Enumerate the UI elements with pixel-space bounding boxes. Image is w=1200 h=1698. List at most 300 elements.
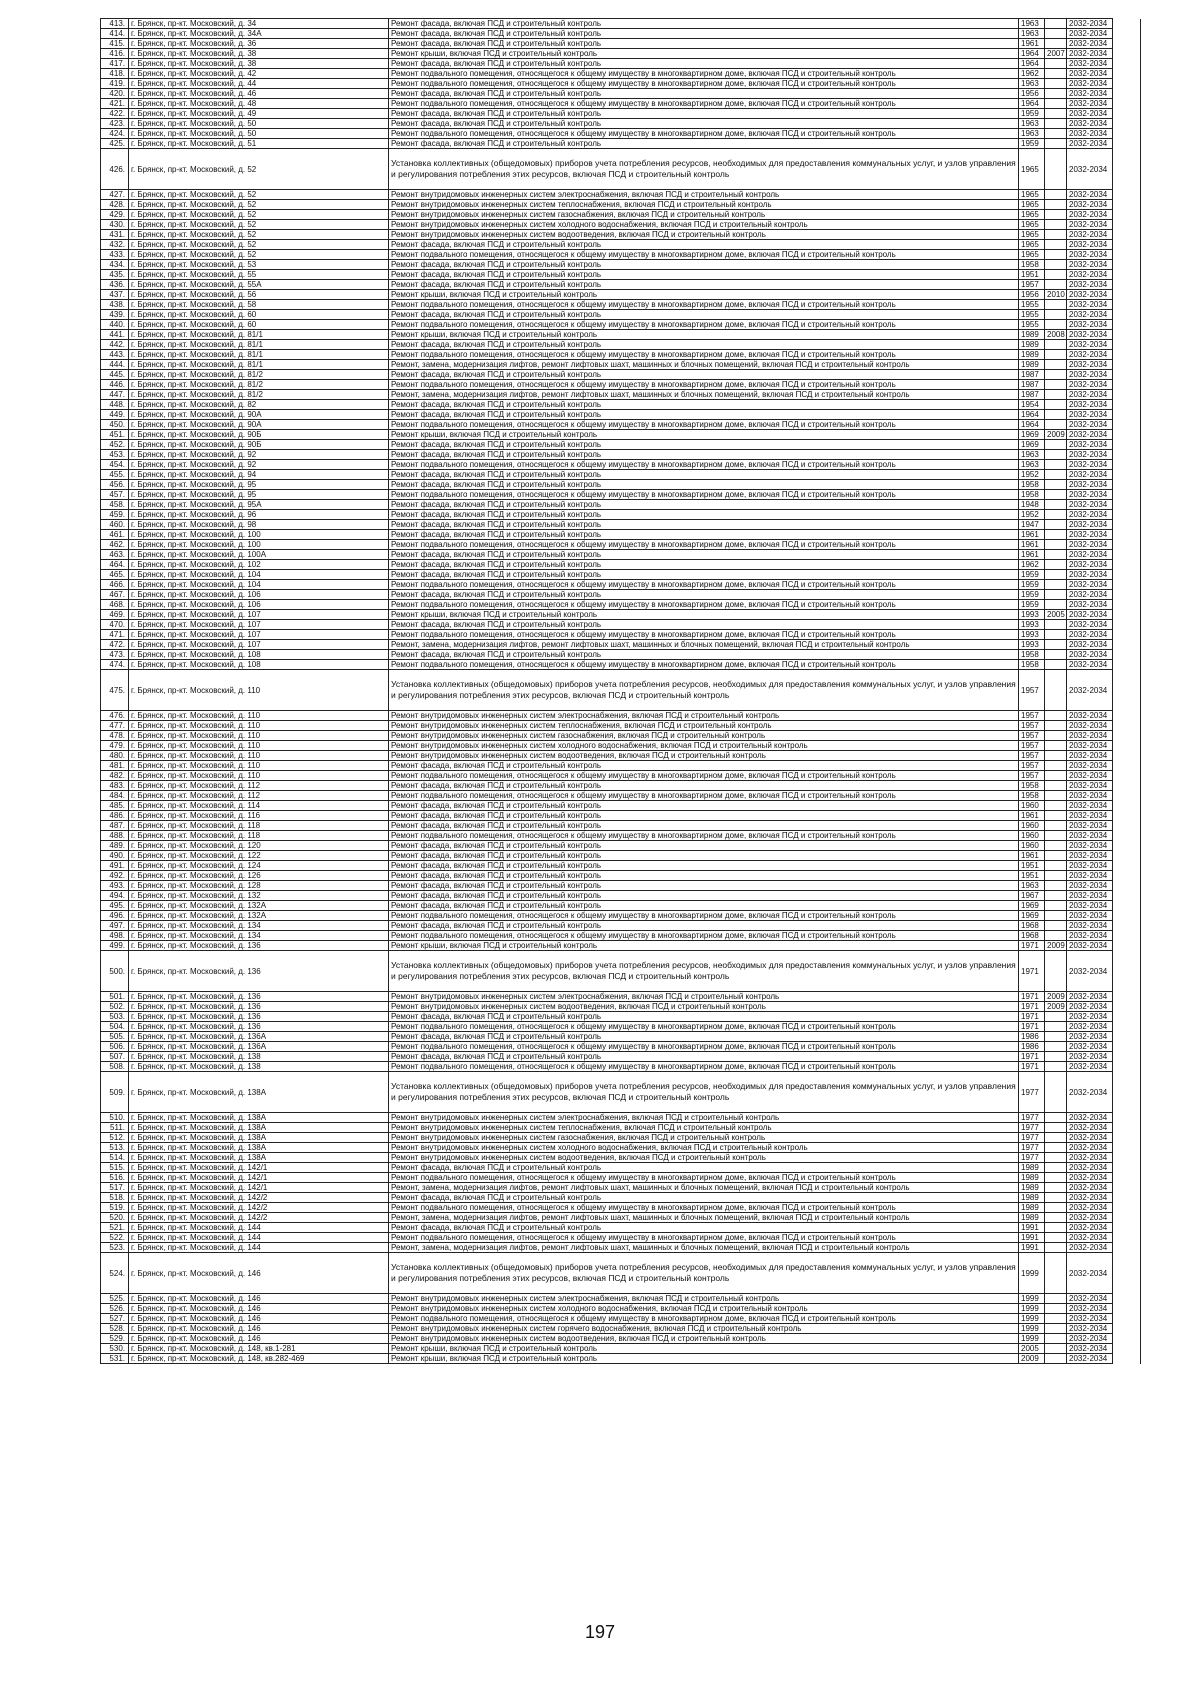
planned-period-cell: 2032-2034 bbox=[1067, 19, 1113, 29]
address-cell: г. Брянск, пр-кт. Московский, д. 100 bbox=[129, 540, 389, 550]
row-number-cell: 498. bbox=[101, 931, 129, 941]
row-number-cell: 501. bbox=[101, 992, 129, 1002]
row-number-cell: 486. bbox=[101, 811, 129, 821]
table-row bbox=[101, 751, 1141, 761]
table-row bbox=[101, 39, 1141, 49]
address-cell: г. Брянск, пр-кт. Московский, д. 52 bbox=[129, 220, 389, 230]
planned-period-cell: 2032-2034 bbox=[1067, 470, 1113, 480]
empty-cell bbox=[1113, 440, 1141, 450]
planned-period-cell: 2032-2034 bbox=[1067, 731, 1113, 741]
planned-period-cell: 2032-2034 bbox=[1067, 149, 1113, 190]
work-type-cell: Ремонт подвального помещения, относящегося к общему имуществу в многоквартирном доме, включая ПСД и строительный контроль bbox=[389, 831, 1019, 841]
work-type-cell: Ремонт фасада, включая ПСД и строительный контроль bbox=[389, 921, 1019, 931]
build-year-cell: 1977 bbox=[1019, 1133, 1045, 1143]
address-cell: г. Брянск, пр-кт. Московский, д. 146 bbox=[129, 1324, 389, 1334]
build-year-cell: 1971 bbox=[1019, 941, 1045, 951]
address-cell: г. Брянск, пр-кт. Московский, д. 81/2 bbox=[129, 380, 389, 390]
work-type-cell: Ремонт внутридомовых инженерных систем горячего водоснабжения, включая ПСД и строительный контроль bbox=[389, 1324, 1019, 1334]
build-year-cell: 1963 bbox=[1019, 79, 1045, 89]
address-cell: г. Брянск, пр-кт. Московский, д. 122 bbox=[129, 851, 389, 861]
planned-period-cell: 2032-2034 bbox=[1067, 1304, 1113, 1314]
table-row bbox=[101, 1183, 1141, 1193]
planned-period-cell: 2032-2034 bbox=[1067, 881, 1113, 891]
work-type-cell: Ремонт фасада, включая ПСД и строительный контроль bbox=[389, 370, 1019, 380]
table-row bbox=[101, 99, 1141, 109]
empty-cell bbox=[1113, 670, 1141, 711]
address-cell: г. Брянск, пр-кт. Московский, д. 38 bbox=[129, 59, 389, 69]
address-cell: г. Брянск, пр-кт. Московский, д. 55А bbox=[129, 280, 389, 290]
work-type-cell: Ремонт подвального помещения, относящегося к общему имуществу в многоквартирном доме, включая ПСД и строительный контроль bbox=[389, 580, 1019, 590]
row-number-cell: 496. bbox=[101, 911, 129, 921]
table-row bbox=[101, 1334, 1141, 1344]
planned-period-cell: 2032-2034 bbox=[1067, 1213, 1113, 1223]
planned-period-cell: 2032-2034 bbox=[1067, 59, 1113, 69]
planned-period-cell: 2032-2034 bbox=[1067, 430, 1113, 440]
work-type-cell: Ремонт фасада, включая ПСД и строительный контроль bbox=[389, 119, 1019, 129]
planned-period-cell: 2032-2034 bbox=[1067, 992, 1113, 1002]
last-repair-year-cell bbox=[1045, 1052, 1067, 1062]
work-type-cell: Ремонт фасада, включая ПСД и строительный контроль bbox=[389, 590, 1019, 600]
row-number-cell: 515. bbox=[101, 1163, 129, 1173]
row-number-cell: 432. bbox=[101, 240, 129, 250]
build-year-cell: 1962 bbox=[1019, 69, 1045, 79]
work-type-cell: Ремонт фасада, включая ПСД и строительный контроль bbox=[389, 821, 1019, 831]
last-repair-year-cell bbox=[1045, 1113, 1067, 1123]
work-type-cell: Ремонт подвального помещения, относящегося к общему имуществу в многоквартирном доме, включая ПСД и строительный контроль bbox=[389, 380, 1019, 390]
planned-period-cell: 2032-2034 bbox=[1067, 791, 1113, 801]
empty-cell bbox=[1113, 881, 1141, 891]
planned-period-cell: 2032-2034 bbox=[1067, 1173, 1113, 1183]
last-repair-year-cell bbox=[1045, 460, 1067, 470]
empty-cell bbox=[1113, 109, 1141, 119]
last-repair-year-cell bbox=[1045, 210, 1067, 220]
table-row bbox=[101, 380, 1141, 390]
last-repair-year-cell bbox=[1045, 741, 1067, 751]
empty-cell bbox=[1113, 600, 1141, 610]
last-repair-year-cell bbox=[1045, 490, 1067, 500]
address-cell: г. Брянск, пр-кт. Московский, д. 107 bbox=[129, 640, 389, 650]
table-row bbox=[101, 109, 1141, 119]
work-type-cell: Ремонт фасада, включая ПСД и строительный контроль bbox=[389, 340, 1019, 350]
work-type-cell: Ремонт внутридомовых инженерных систем холодного водоснабжения, включая ПСД и строительный контроль bbox=[389, 741, 1019, 751]
empty-cell bbox=[1113, 410, 1141, 420]
work-type-cell: Ремонт подвального помещения, относящегося к общему имуществу в многоквартирном доме, включая ПСД и строительный контроль bbox=[389, 791, 1019, 801]
table-row bbox=[101, 260, 1141, 270]
address-cell: г. Брянск, пр-кт. Московский, д. 52 bbox=[129, 250, 389, 260]
table-row bbox=[101, 1163, 1141, 1173]
build-year-cell: 1956 bbox=[1019, 290, 1045, 300]
build-year-cell: 1989 bbox=[1019, 1183, 1045, 1193]
planned-period-cell: 2032-2034 bbox=[1067, 250, 1113, 260]
planned-period-cell: 2032-2034 bbox=[1067, 911, 1113, 921]
table-row bbox=[101, 1052, 1141, 1062]
row-number-cell: 428. bbox=[101, 200, 129, 210]
empty-cell bbox=[1113, 300, 1141, 310]
work-type-cell: Ремонт фасада, включая ПСД и строительный контроль bbox=[389, 861, 1019, 871]
planned-period-cell: 2032-2034 bbox=[1067, 320, 1113, 330]
work-type-cell: Ремонт фасада, включая ПСД и строительный контроль bbox=[389, 801, 1019, 811]
build-year-cell: 1964 bbox=[1019, 99, 1045, 109]
last-repair-year-cell bbox=[1045, 420, 1067, 430]
work-type-cell: Ремонт крыши, включая ПСД и строительный контроль bbox=[389, 330, 1019, 340]
last-repair-year-cell bbox=[1045, 1183, 1067, 1193]
row-number-cell: 464. bbox=[101, 560, 129, 570]
table-row bbox=[101, 1213, 1141, 1223]
address-cell: г. Брянск, пр-кт. Московский, д. 110 bbox=[129, 771, 389, 781]
table-row bbox=[101, 1153, 1141, 1163]
table-row bbox=[101, 831, 1141, 841]
last-repair-year-cell bbox=[1045, 200, 1067, 210]
planned-period-cell: 2032-2034 bbox=[1067, 280, 1113, 290]
empty-cell bbox=[1113, 771, 1141, 781]
row-number-cell: 517. bbox=[101, 1183, 129, 1193]
build-year-cell: 1969 bbox=[1019, 430, 1045, 440]
table-row bbox=[101, 1062, 1141, 1072]
row-number-cell: 423. bbox=[101, 119, 129, 129]
empty-cell bbox=[1113, 139, 1141, 149]
work-type-cell: Ремонт фасада, включая ПСД и строительный контроль bbox=[389, 1052, 1019, 1062]
address-cell: г. Брянск, пр-кт. Московский, д. 81/2 bbox=[129, 370, 389, 380]
work-type-cell: Ремонт фасада, включая ПСД и строительный контроль bbox=[389, 280, 1019, 290]
empty-cell bbox=[1113, 260, 1141, 270]
last-repair-year-cell bbox=[1045, 1334, 1067, 1344]
table-row bbox=[101, 721, 1141, 731]
work-type-cell: Ремонт внутридомовых инженерных систем холодного водоснабжения, включая ПСД и строительный контроль bbox=[389, 220, 1019, 230]
empty-cell bbox=[1113, 610, 1141, 620]
build-year-cell: 1962 bbox=[1019, 560, 1045, 570]
planned-period-cell: 2032-2034 bbox=[1067, 821, 1113, 831]
build-year-cell: 1961 bbox=[1019, 851, 1045, 861]
last-repair-year-cell bbox=[1045, 280, 1067, 290]
table-row bbox=[101, 640, 1141, 650]
empty-cell bbox=[1113, 79, 1141, 89]
last-repair-year-cell bbox=[1045, 1203, 1067, 1213]
planned-period-cell: 2032-2034 bbox=[1067, 1022, 1113, 1032]
work-type-cell: Ремонт крыши, включая ПСД и строительный контроль bbox=[389, 290, 1019, 300]
row-number-cell: 523. bbox=[101, 1243, 129, 1253]
empty-cell bbox=[1113, 530, 1141, 540]
table-row bbox=[101, 1314, 1141, 1324]
table-row bbox=[101, 210, 1141, 220]
row-number-cell: 463. bbox=[101, 550, 129, 560]
empty-cell bbox=[1113, 1163, 1141, 1173]
address-cell: г. Брянск, пр-кт. Московский, д. 136А bbox=[129, 1032, 389, 1042]
address-cell: г. Брянск, пр-кт. Московский, д. 146 bbox=[129, 1253, 389, 1294]
last-repair-year-cell bbox=[1045, 1253, 1067, 1294]
empty-cell bbox=[1113, 1032, 1141, 1042]
planned-period-cell: 2032-2034 bbox=[1067, 420, 1113, 430]
planned-period-cell: 2032-2034 bbox=[1067, 270, 1113, 280]
empty-cell bbox=[1113, 821, 1141, 831]
table-row bbox=[101, 711, 1141, 721]
table-row bbox=[101, 1193, 1141, 1203]
planned-period-cell: 2032-2034 bbox=[1067, 600, 1113, 610]
work-type-cell: Ремонт, замена, модернизация лифтов, ремонт лифтовых шахт, машинных и блочных помещений, включая ПСД и строительный контроль bbox=[389, 390, 1019, 400]
row-number-cell: 468. bbox=[101, 600, 129, 610]
row-number-cell: 440. bbox=[101, 320, 129, 330]
planned-period-cell: 2032-2034 bbox=[1067, 200, 1113, 210]
table-row bbox=[101, 230, 1141, 240]
last-repair-year-cell bbox=[1045, 1143, 1067, 1153]
address-cell: г. Брянск, пр-кт. Московский, д. 107 bbox=[129, 610, 389, 620]
planned-period-cell: 2032-2034 bbox=[1067, 1183, 1113, 1193]
last-repair-year-cell bbox=[1045, 660, 1067, 670]
build-year-cell: 1971 bbox=[1019, 1012, 1045, 1022]
address-cell: г. Брянск, пр-кт. Московский, д. 138А bbox=[129, 1123, 389, 1133]
planned-period-cell: 2032-2034 bbox=[1067, 851, 1113, 861]
build-year-cell: 1965 bbox=[1019, 250, 1045, 260]
empty-cell bbox=[1113, 1002, 1141, 1012]
build-year-cell: 1958 bbox=[1019, 650, 1045, 660]
row-number-cell: 460. bbox=[101, 520, 129, 530]
work-type-cell: Ремонт фасада, включая ПСД и строительный контроль bbox=[389, 891, 1019, 901]
empty-cell bbox=[1113, 250, 1141, 260]
work-type-cell: Ремонт подвального помещения, относящегося к общему имуществу в многоквартирном доме, включая ПСД и строительный контроль bbox=[389, 250, 1019, 260]
address-cell: г. Брянск, пр-кт. Московский, д. 94 bbox=[129, 470, 389, 480]
table-row bbox=[101, 520, 1141, 530]
build-year-cell: 1968 bbox=[1019, 921, 1045, 931]
table-row bbox=[101, 951, 1141, 992]
build-year-cell: 1986 bbox=[1019, 1032, 1045, 1042]
last-repair-year-cell bbox=[1045, 841, 1067, 851]
row-number-cell: 492. bbox=[101, 871, 129, 881]
work-type-cell: Ремонт подвального помещения, относящегося к общему имуществу в многоквартирном доме, включая ПСД и строительный контроль bbox=[389, 1173, 1019, 1183]
address-cell: г. Брянск, пр-кт. Московский, д. 51 bbox=[129, 139, 389, 149]
planned-period-cell: 2032-2034 bbox=[1067, 1002, 1113, 1012]
work-type-cell: Ремонт внутридомовых инженерных систем газоснабжения, включая ПСД и строительный контроль bbox=[389, 210, 1019, 220]
table-row bbox=[101, 350, 1141, 360]
planned-period-cell: 2032-2034 bbox=[1067, 109, 1113, 119]
row-number-cell: 435. bbox=[101, 270, 129, 280]
planned-period-cell: 2032-2034 bbox=[1067, 741, 1113, 751]
last-repair-year-cell bbox=[1045, 1233, 1067, 1243]
work-type-cell: Ремонт внутридомовых инженерных систем электроснабжения, включая ПСД и строительный контроль bbox=[389, 1113, 1019, 1123]
empty-cell bbox=[1113, 240, 1141, 250]
row-number-cell: 528. bbox=[101, 1324, 129, 1334]
address-cell: г. Брянск, пр-кт. Московский, д. 81/2 bbox=[129, 390, 389, 400]
planned-period-cell: 2032-2034 bbox=[1067, 480, 1113, 490]
row-number-cell: 425. bbox=[101, 139, 129, 149]
empty-cell bbox=[1113, 761, 1141, 771]
last-repair-year-cell bbox=[1045, 440, 1067, 450]
table-row bbox=[101, 1253, 1141, 1294]
planned-period-cell: 2032-2034 bbox=[1067, 901, 1113, 911]
planned-period-cell: 2032-2034 bbox=[1067, 1193, 1113, 1203]
planned-period-cell: 2032-2034 bbox=[1067, 771, 1113, 781]
planned-period-cell: 2032-2034 bbox=[1067, 1163, 1113, 1173]
empty-cell bbox=[1113, 721, 1141, 731]
work-type-cell: Ремонт фасада, включая ПСД и строительный контроль bbox=[389, 500, 1019, 510]
planned-period-cell: 2032-2034 bbox=[1067, 1354, 1113, 1364]
empty-cell bbox=[1113, 992, 1141, 1002]
table-row bbox=[101, 540, 1141, 550]
row-number-cell: 491. bbox=[101, 861, 129, 871]
build-year-cell: 1960 bbox=[1019, 831, 1045, 841]
work-type-cell: Ремонт фасада, включая ПСД и строительный контроль bbox=[389, 19, 1019, 29]
planned-period-cell: 2032-2034 bbox=[1067, 460, 1113, 470]
planned-period-cell: 2032-2034 bbox=[1067, 640, 1113, 650]
last-repair-year-cell bbox=[1045, 1032, 1067, 1042]
address-cell: г. Брянск, пр-кт. Московский, д. 102 bbox=[129, 560, 389, 570]
address-cell: г. Брянск, пр-кт. Московский, д. 106 bbox=[129, 600, 389, 610]
empty-cell bbox=[1113, 570, 1141, 580]
row-number-cell: 485. bbox=[101, 801, 129, 811]
address-cell: г. Брянск, пр-кт. Московский, д. 36 bbox=[129, 39, 389, 49]
row-number-cell: 448. bbox=[101, 400, 129, 410]
table-row bbox=[101, 1143, 1141, 1153]
last-repair-year-cell bbox=[1045, 951, 1067, 992]
work-type-cell: Установка коллективных (общедомовых) приборов учета потребления ресурсов, необходимых для предоставления коммунальных услуг, и узлов управления и регулирования потребления этих ресурсов, включая ПСД и строительный контроль bbox=[389, 1253, 1019, 1294]
build-year-cell: 1969 bbox=[1019, 901, 1045, 911]
planned-period-cell: 2032-2034 bbox=[1067, 1294, 1113, 1304]
empty-cell bbox=[1113, 1123, 1141, 1133]
empty-cell bbox=[1113, 941, 1141, 951]
repair-program-table bbox=[100, 18, 1141, 1364]
build-year-cell: 1969 bbox=[1019, 440, 1045, 450]
table-row bbox=[101, 89, 1141, 99]
empty-cell bbox=[1113, 1022, 1141, 1032]
last-repair-year-cell: 2009 bbox=[1045, 992, 1067, 1002]
row-number-cell: 472. bbox=[101, 640, 129, 650]
row-number-cell: 444. bbox=[101, 360, 129, 370]
build-year-cell: 1989 bbox=[1019, 1213, 1045, 1223]
table-row bbox=[101, 881, 1141, 891]
last-repair-year-cell bbox=[1045, 650, 1067, 660]
empty-cell bbox=[1113, 350, 1141, 360]
planned-period-cell: 2032-2034 bbox=[1067, 1253, 1113, 1294]
work-type-cell: Ремонт фасада, включая ПСД и строительный контроль bbox=[389, 109, 1019, 119]
build-year-cell: 1965 bbox=[1019, 149, 1045, 190]
last-repair-year-cell bbox=[1045, 410, 1067, 420]
build-year-cell: 1991 bbox=[1019, 1223, 1045, 1233]
address-cell: г. Брянск, пр-кт. Московский, д. 132 bbox=[129, 891, 389, 901]
work-type-cell: Ремонт подвального помещения, относящегося к общему имуществу в многоквартирном доме, включая ПСД и строительный контроль bbox=[389, 1233, 1019, 1243]
work-type-cell: Ремонт подвального помещения, относящегося к общему имуществу в многоквартирном доме, включая ПСД и строительный контроль bbox=[389, 1314, 1019, 1324]
page-number: 197 bbox=[584, 1622, 616, 1642]
build-year-cell: 1960 bbox=[1019, 841, 1045, 851]
build-year-cell: 1959 bbox=[1019, 600, 1045, 610]
table-row bbox=[101, 931, 1141, 941]
work-type-cell: Ремонт подвального помещения, относящегося к общему имуществу в многоквартирном доме, включая ПСД и строительный контроль bbox=[389, 350, 1019, 360]
row-number-cell: 506. bbox=[101, 1042, 129, 1052]
empty-cell bbox=[1113, 1062, 1141, 1072]
table-row bbox=[101, 29, 1141, 39]
table-row bbox=[101, 139, 1141, 149]
row-number-cell: 474. bbox=[101, 660, 129, 670]
empty-cell bbox=[1113, 1324, 1141, 1334]
empty-cell bbox=[1113, 1334, 1141, 1344]
empty-cell bbox=[1113, 290, 1141, 300]
row-number-cell: 457. bbox=[101, 490, 129, 500]
row-number-cell: 519. bbox=[101, 1203, 129, 1213]
last-repair-year-cell bbox=[1045, 29, 1067, 39]
build-year-cell: 1965 bbox=[1019, 210, 1045, 220]
table-row bbox=[101, 1324, 1141, 1334]
row-number-cell: 527. bbox=[101, 1314, 129, 1324]
address-cell: г. Брянск, пр-кт. Московский, д. 126 bbox=[129, 871, 389, 881]
last-repair-year-cell bbox=[1045, 901, 1067, 911]
table-row bbox=[101, 420, 1141, 430]
empty-cell bbox=[1113, 69, 1141, 79]
row-number-cell: 505. bbox=[101, 1032, 129, 1042]
table-row bbox=[101, 430, 1141, 440]
address-cell: г. Брянск, пр-кт. Московский, д. 60 bbox=[129, 320, 389, 330]
work-type-cell: Ремонт фасада, включая ПСД и строительный контроль bbox=[389, 841, 1019, 851]
last-repair-year-cell bbox=[1045, 510, 1067, 520]
last-repair-year-cell bbox=[1045, 721, 1067, 731]
build-year-cell: 1963 bbox=[1019, 881, 1045, 891]
work-type-cell: Ремонт подвального помещения, относящегося к общему имуществу в многоквартирном доме, включая ПСД и строительный контроль bbox=[389, 99, 1019, 109]
build-year-cell: 2009 bbox=[1019, 1354, 1045, 1364]
empty-cell bbox=[1113, 370, 1141, 380]
work-type-cell: Ремонт фасада, включая ПСД и строительный контроль bbox=[389, 1193, 1019, 1203]
work-type-cell: Ремонт фасада, включая ПСД и строительный контроль bbox=[389, 620, 1019, 630]
last-repair-year-cell bbox=[1045, 811, 1067, 821]
build-year-cell: 1965 bbox=[1019, 240, 1045, 250]
row-number-cell: 497. bbox=[101, 921, 129, 931]
empty-cell bbox=[1113, 129, 1141, 139]
empty-cell bbox=[1113, 1223, 1141, 1233]
planned-period-cell: 2032-2034 bbox=[1067, 1123, 1113, 1133]
build-year-cell: 1999 bbox=[1019, 1304, 1045, 1314]
empty-cell bbox=[1113, 59, 1141, 69]
last-repair-year-cell bbox=[1045, 220, 1067, 230]
build-year-cell: 1959 bbox=[1019, 139, 1045, 149]
row-number-cell: 451. bbox=[101, 430, 129, 440]
row-number-cell: 471. bbox=[101, 630, 129, 640]
planned-period-cell: 2032-2034 bbox=[1067, 129, 1113, 139]
planned-period-cell: 2032-2034 bbox=[1067, 330, 1113, 340]
table-row bbox=[101, 490, 1141, 500]
table-row bbox=[101, 390, 1141, 400]
table-row bbox=[101, 941, 1141, 951]
table-row bbox=[101, 370, 1141, 380]
empty-cell bbox=[1113, 711, 1141, 721]
work-type-cell: Ремонт подвального помещения, относящегося к общему имуществу в многоквартирном доме, включая ПСД и строительный контроль bbox=[389, 600, 1019, 610]
empty-cell bbox=[1113, 340, 1141, 350]
empty-cell bbox=[1113, 1294, 1141, 1304]
row-number-cell: 504. bbox=[101, 1022, 129, 1032]
work-type-cell: Ремонт внутридомовых инженерных систем электроснабжения, включая ПСД и строительный контроль bbox=[389, 190, 1019, 200]
address-cell: г. Брянск, пр-кт. Московский, д. 144 bbox=[129, 1223, 389, 1233]
build-year-cell: 1971 bbox=[1019, 1022, 1045, 1032]
work-type-cell: Ремонт фасада, включая ПСД и строительный контроль bbox=[389, 1163, 1019, 1173]
last-repair-year-cell bbox=[1045, 1193, 1067, 1203]
build-year-cell: 1952 bbox=[1019, 470, 1045, 480]
last-repair-year-cell bbox=[1045, 1354, 1067, 1364]
planned-period-cell: 2032-2034 bbox=[1067, 450, 1113, 460]
build-year-cell: 1993 bbox=[1019, 630, 1045, 640]
last-repair-year-cell bbox=[1045, 540, 1067, 550]
table-row bbox=[101, 290, 1141, 300]
table-row bbox=[101, 550, 1141, 560]
table-row bbox=[101, 250, 1141, 260]
last-repair-year-cell bbox=[1045, 480, 1067, 490]
address-cell: г. Брянск, пр-кт. Московский, д. 138А bbox=[129, 1133, 389, 1143]
empty-cell bbox=[1113, 891, 1141, 901]
work-type-cell: Ремонт подвального помещения, относящегося к общему имуществу в многоквартирном доме, включая ПСД и строительный контроль bbox=[389, 69, 1019, 79]
address-cell: г. Брянск, пр-кт. Московский, д. 110 bbox=[129, 751, 389, 761]
table-row bbox=[101, 1002, 1141, 1012]
last-repair-year-cell bbox=[1045, 630, 1067, 640]
work-type-cell: Ремонт подвального помещения, относящегося к общему имуществу в многоквартирном доме, включая ПСД и строительный контроль bbox=[389, 1203, 1019, 1213]
row-number-cell: 494. bbox=[101, 891, 129, 901]
planned-period-cell: 2032-2034 bbox=[1067, 79, 1113, 89]
planned-period-cell: 2032-2034 bbox=[1067, 230, 1113, 240]
planned-period-cell: 2032-2034 bbox=[1067, 841, 1113, 851]
build-year-cell: 1989 bbox=[1019, 1203, 1045, 1213]
work-type-cell: Установка коллективных (общедомовых) приборов учета потребления ресурсов, необходимых для предоставления коммунальных услуг, и узлов управления и регулирования потребления этих ресурсов, включая ПСД и строительный контроль bbox=[389, 951, 1019, 992]
